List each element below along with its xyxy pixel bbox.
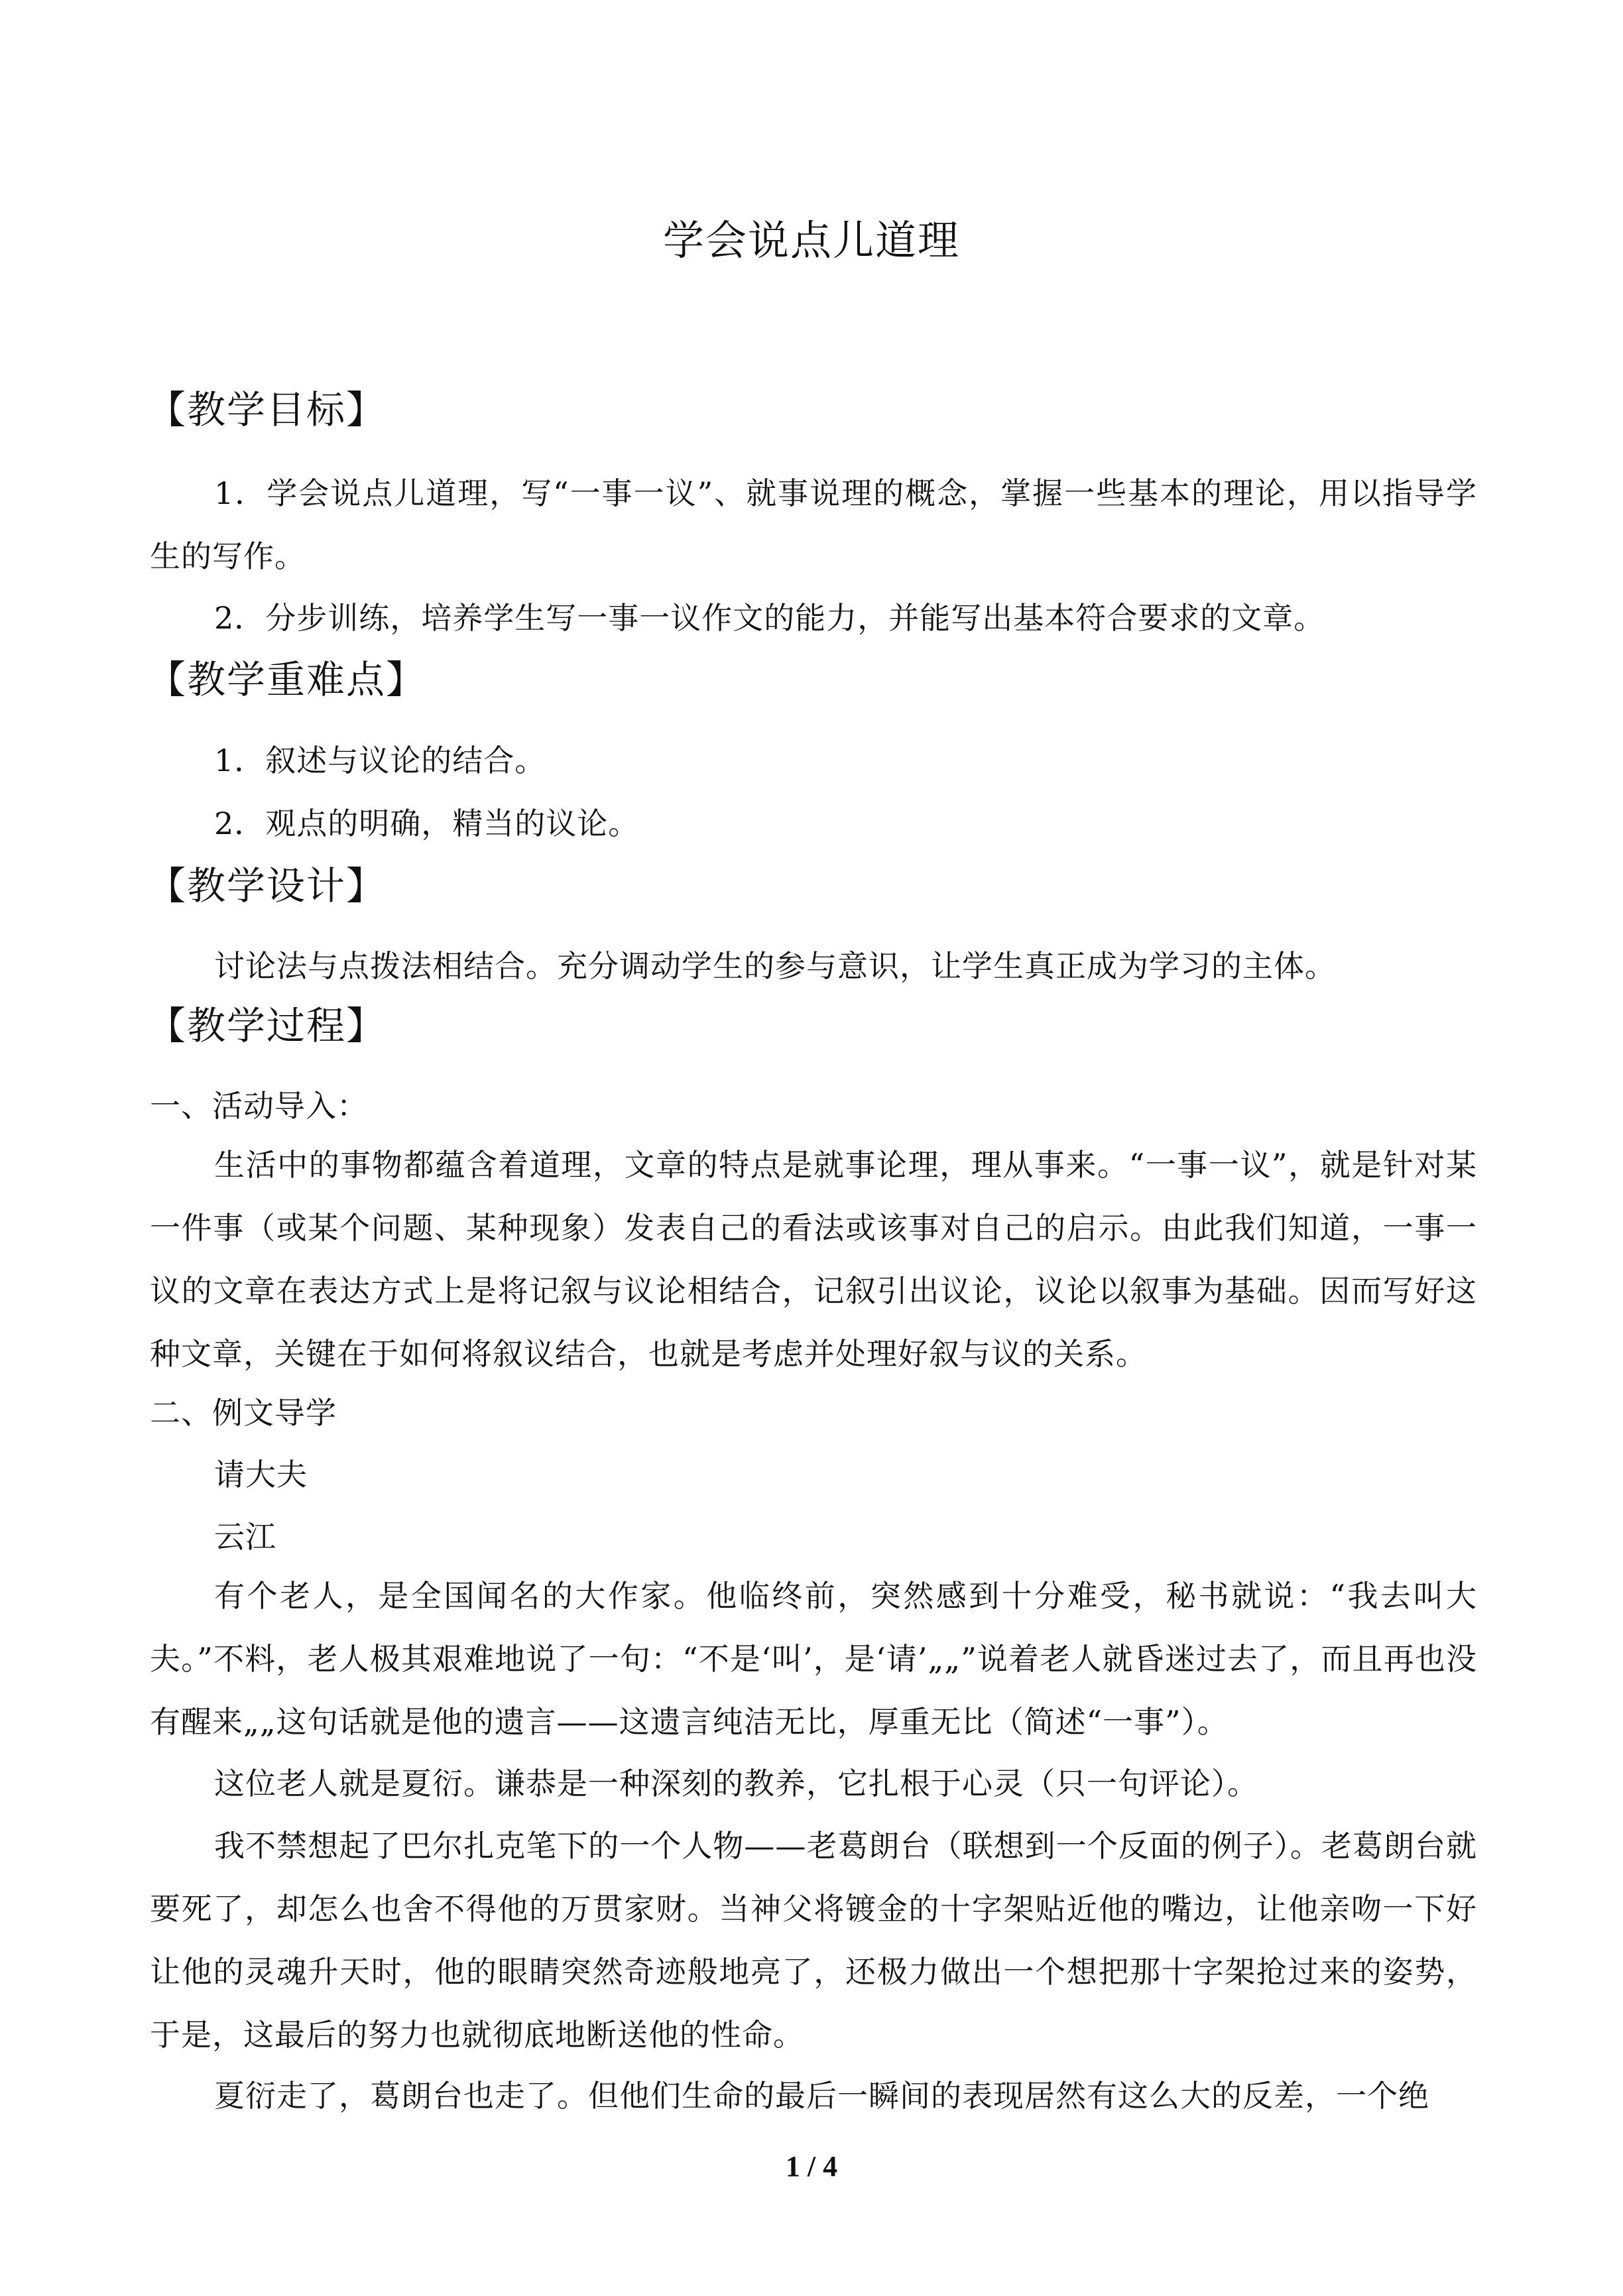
difficulty-item-1: 1．叙述与议论的结合。	[214, 743, 546, 778]
design-text: 讨论法与点拨法相结合。充分调动学生的参与意识，让学生真正成为学习的主体。	[214, 948, 1336, 984]
process-step-2-label: 二、例文导学	[150, 1395, 337, 1431]
objective-item-1: 1．学会说点儿道理，写“一事一议”、就事说理的概念，掌握一些基本的理论，用以指导学生的写作。	[150, 475, 1477, 574]
example-paragraph-1: 有个老人，是全国闻名的大作家。他临终前，突然感到十分难受，秘书就说：“我去叫大夫。”不料，老人极其艰难地说了一句：“不是‘叫’，是‘请’„„”说着老人就昏迷过去了，而且再也没有醒来„„这句话就是他的遗言——这遗言纯洁无比，厚重无比（简述“一事”）。	[150, 1578, 1477, 1740]
process-step-1-label: 一、活动导入：	[150, 1088, 368, 1124]
section-heading-objectives: 【教学目标】	[147, 387, 387, 432]
process-step-1-text: 生活中的事物都蕴含着道理，文章的特点是就事论理，理从事来。“一事一议”，就是针对某一件事（或某个问题、某种现象）发表自己的看法或该事对自己的启示。由此我们知道，一事一议的文章在表达方式上是将记叙与议论相结合，记叙引出议论，议论以叙事为基础。因而写好这种文章，关键在于如何将叙议结合，也就是考虑并处理好叙与议的关系。	[150, 1147, 1477, 1372]
example-paragraph-3: 我不禁想起了巴尔扎克笔下的一个人物——老葛朗台（联想到一个反面的例子）。老葛朗台就要死了，却怎么也舍不得他的万贯家财。当神父将镀金的十字架贴近他的嘴边，让他亲吻一下好让他的灵魂升天时，他的眼睛突然奇迹般地亮了，还极力做出一个想把那十字架抢过来的姿势，于是，这最后的努力也就彻底地断送他的性命。	[150, 1828, 1477, 2053]
example-paragraph-2: 这位老人就是夏衍。谦恭是一种深刻的教养，它扎根于心灵（只一句评论）。	[214, 1766, 1258, 1801]
example-title: 请大夫	[214, 1457, 308, 1492]
example-paragraph-4: 夏衍走了，葛朗台也走了。但他们生命的最后一瞬间的表现居然有这么大的反差，一个绝	[214, 2078, 1429, 2114]
section-heading-process: 【教学过程】	[147, 1003, 387, 1048]
section-heading-difficulties: 【教学重难点】	[147, 657, 426, 702]
page-number: 1 / 4	[785, 2150, 838, 2183]
objective-item-2: 2．分步训练，培养学生写一事一议作文的能力，并能写出基本符合要求的文章。	[214, 600, 1325, 636]
section-heading-design: 【教学设计】	[147, 863, 387, 908]
example-author: 云江	[214, 1519, 276, 1555]
difficulty-item-2: 2．观点的明确，精当的议论。	[214, 806, 640, 841]
document-title: 学会说点儿道理	[662, 216, 960, 265]
